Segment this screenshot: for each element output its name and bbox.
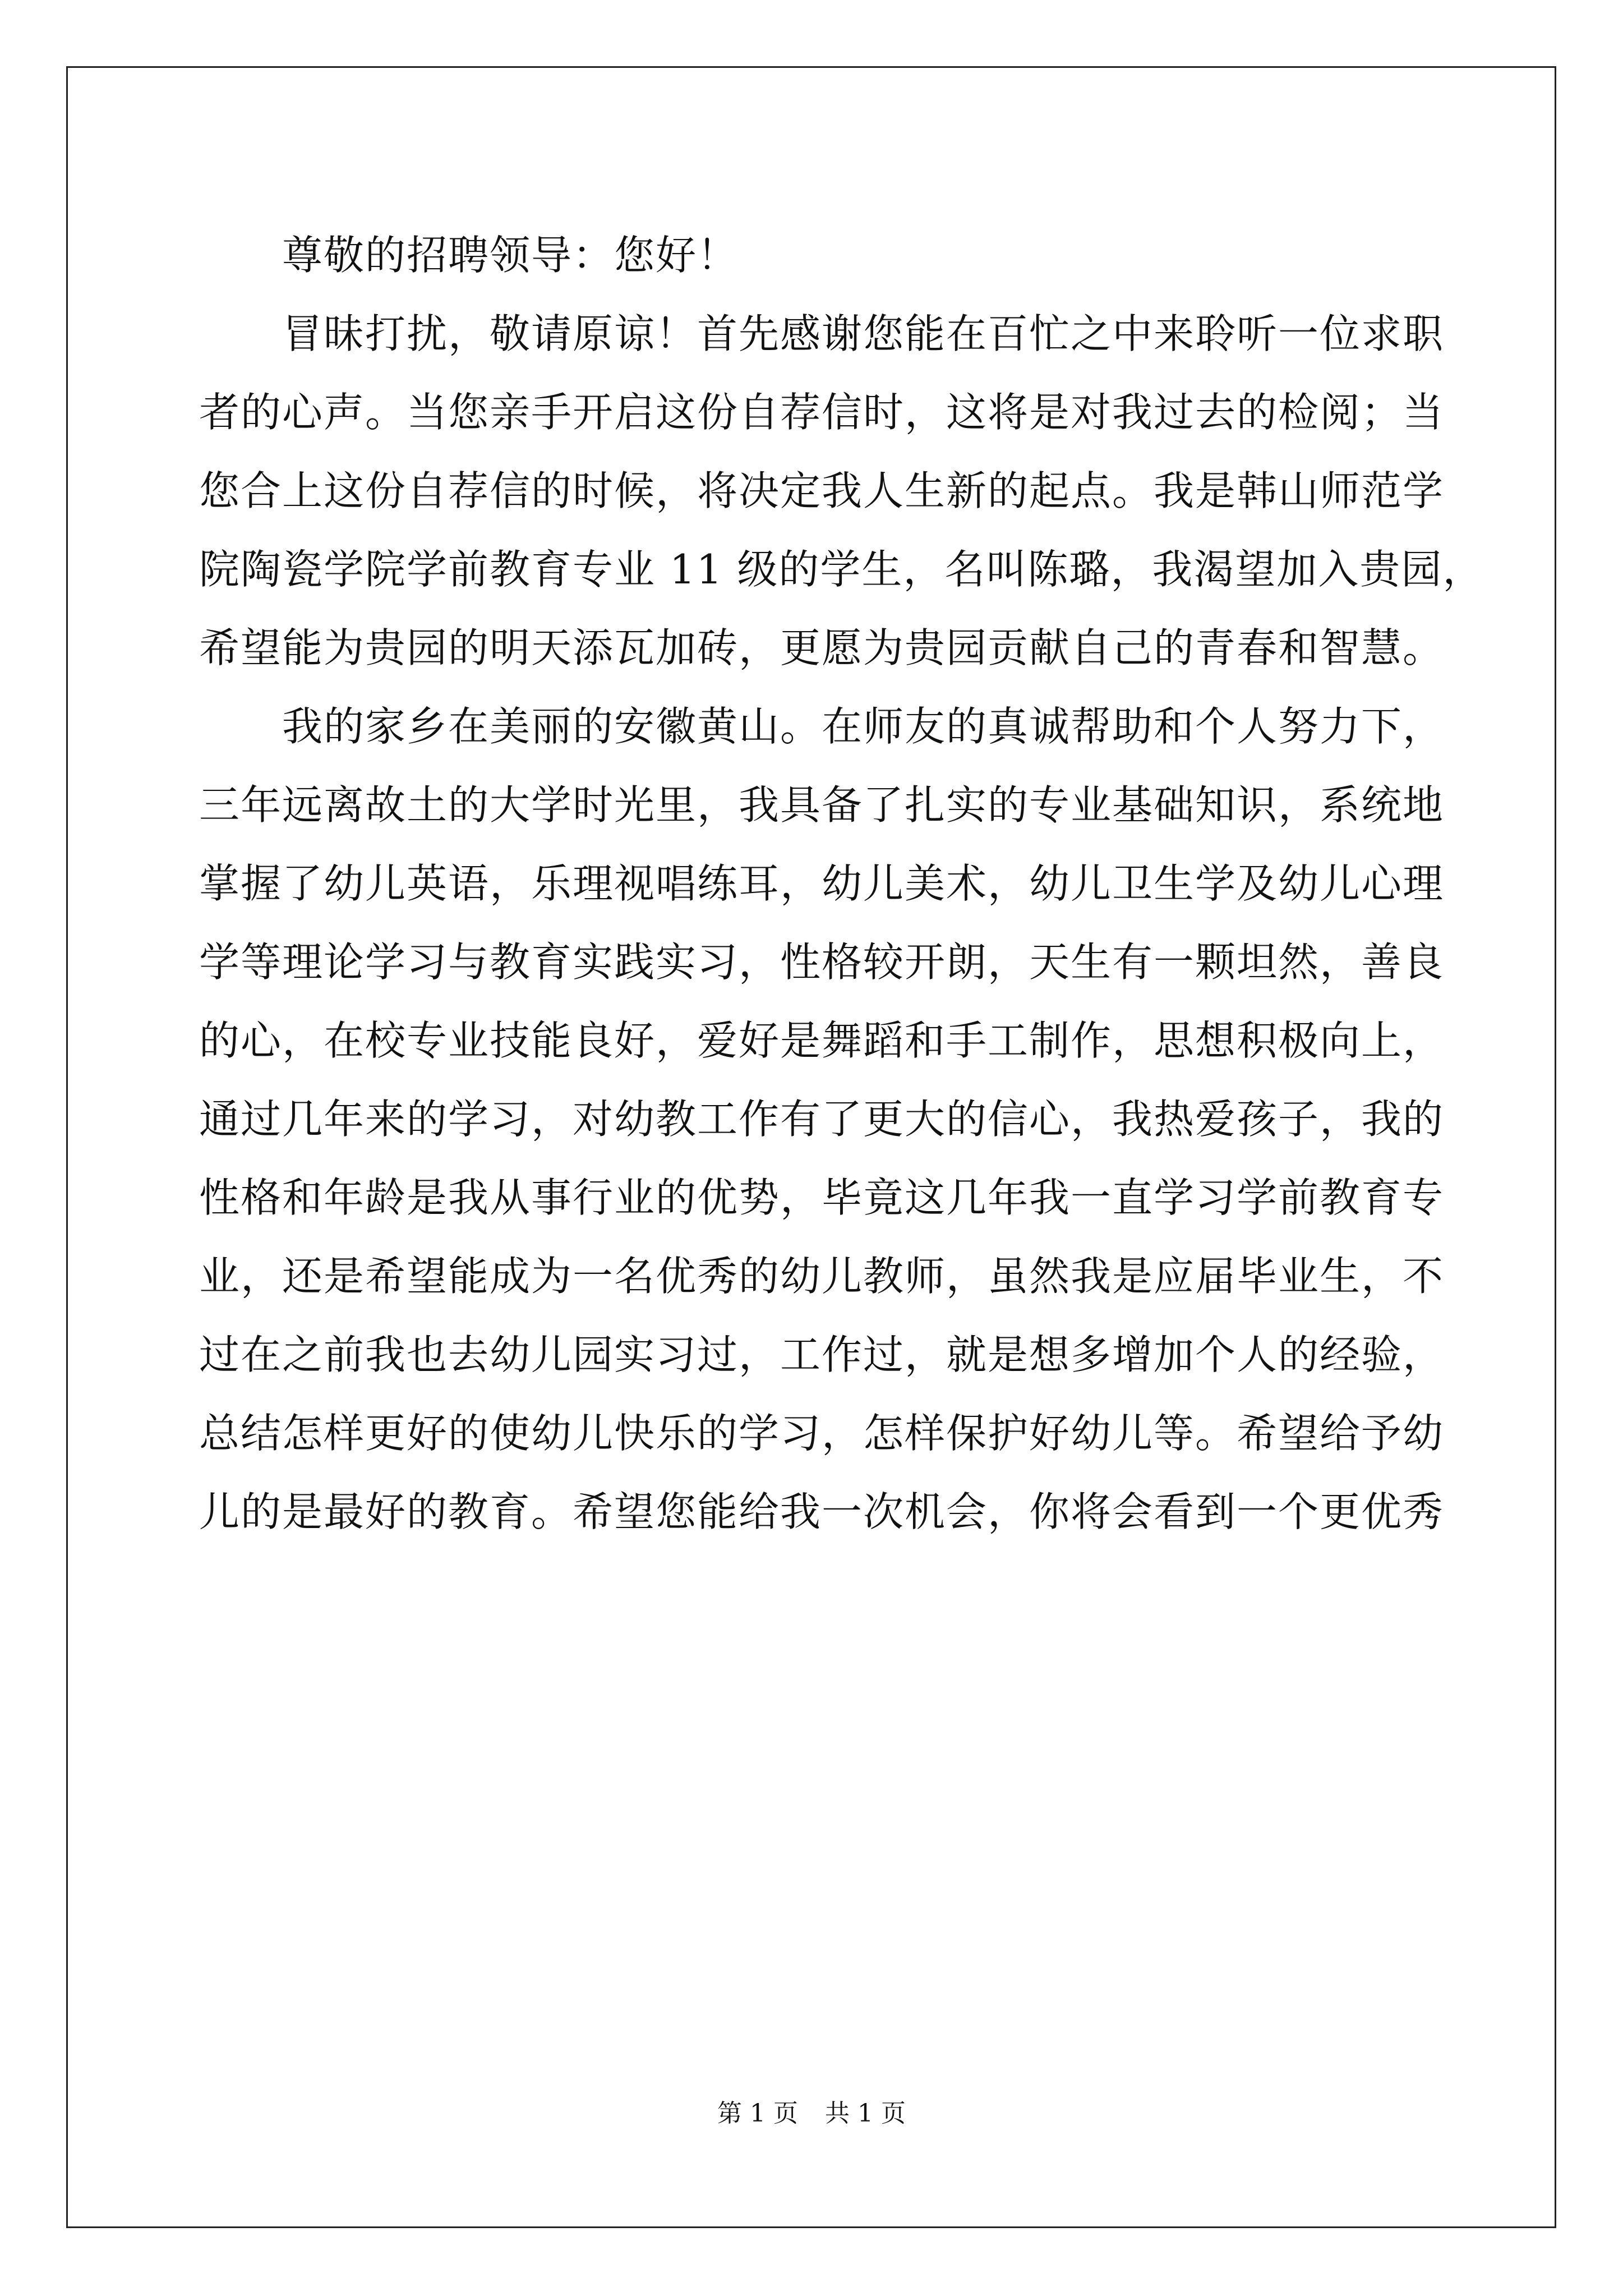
page-number: 第 1 页	[717, 2099, 798, 2128]
text-line: 儿的是最好的教育。希望您能给我一次机会，你将会看到一个更优秀	[199, 1488, 1445, 1535]
text-line: 业，还是希望能成为一名优秀的幼儿教师，虽然我是应届毕业生，不	[199, 1253, 1445, 1300]
salutation-paragraph	[199, 216, 1453, 295]
text-line: 过在之前我也去幼儿园实习过，工作过，就是想多增加个人的经验，	[199, 1331, 1445, 1378]
text-line: 总结怎样更好的使幼儿快乐的学习，怎样保护好幼儿等。希望给予幼	[199, 1410, 1445, 1457]
text-line: 掌握了幼儿英语，乐理视唱练耳，幼儿美术，幼儿卫生学及幼儿心理	[199, 860, 1445, 907]
intro-paragraph	[199, 295, 1484, 687]
text-line: 通过几年来的学习，对幼教工作有了更大的信心，我热爱孩子，我的	[199, 1096, 1445, 1143]
salutation-line: 尊敬的招聘领导：您好！	[282, 232, 739, 279]
background-paragraph	[199, 687, 1453, 1551]
text-line: 我的家乡在美丽的安徽黄山。在师友的真诚帮助和个人努力下，	[282, 703, 1445, 750]
text-line: 您合上这份自荐信的时候，将决定我人生新的起点。我是韩山师范学	[199, 467, 1445, 514]
text-line: 的心，在校专业技能良好，爱好是舞蹈和手工制作，思想积极向上，	[199, 1017, 1445, 1064]
text-line: 性格和年龄是我从事行业的优势，毕竟这几年我一直学习学前教育专	[199, 1174, 1445, 1221]
page-footer	[0, 2097, 1623, 2131]
letter-body	[199, 216, 1484, 1551]
text-line: 学等理论学习与教育实践实习，性格较开朗，天生有一颗坦然，善良	[199, 938, 1445, 986]
page-total: 共 1 页	[825, 2099, 906, 2128]
text-line: 冒昧打扰，敬请原谅！首先感谢您能在百忙之中来聆听一位求职	[282, 310, 1445, 357]
text-line: 希望能为贵园的明天添瓦加砖，更愿为贵园贡献自己的青春和智慧。	[199, 624, 1445, 671]
text-line: 者的心声。当您亲手开启这份自荐信时，这将是对我过去的检阅；当	[199, 389, 1445, 436]
text-line: 三年远离故土的大学时光里，我具备了扎实的专业基础知识，系统地	[199, 781, 1445, 829]
text-line: 院陶瓷学院学前教育专业 11 级的学生，名叫陈璐，我渴望加入贵园，	[199, 546, 1484, 593]
